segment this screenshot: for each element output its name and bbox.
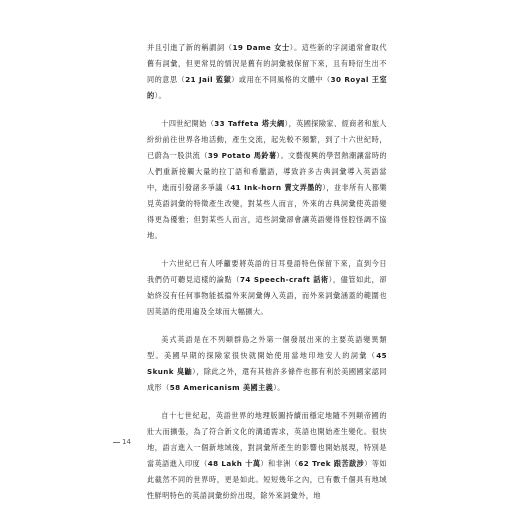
page-footer: [113, 438, 131, 446]
text-run: 自十七世紀起，英語世界的地理版圖持續而穩定地隨不列顛帝國的壯大而擴張，為了符合新文化的溝通需求，英語也開始產生變化。很快地，語言進入一個新地域後，對詞彙所產生的影響也開始展現，特別是當英語進入印度（: [147, 411, 387, 468]
text-run: ），儘管如此，卻始終沒有任何事物能抵擋外來詞彙傳入英語，而外來詞彙涵蓋的範圍也因英語的使用遍及全球而大幅擴大。: [147, 275, 387, 316]
paragraph: [147, 256, 387, 320]
entry-reference: 33 Taffeta 塔夫綢: [214, 119, 285, 128]
text-run: ）。: [154, 91, 167, 100]
entry-reference: 19 Dame 女士: [232, 43, 290, 52]
text-run: 十四世紀開始（: [161, 119, 215, 128]
entry-reference: 21 Jail 監獄: [185, 75, 232, 84]
entry-reference: 41 Ink-horn 賣文弄墨的: [230, 183, 323, 192]
entry-reference: 45 Skunk 臭鼬: [147, 351, 387, 376]
entry-reference: 58 Americanism 美國主義: [169, 383, 274, 392]
page-number: 14: [122, 438, 131, 446]
entry-reference: 48 Lakh 十萬: [207, 459, 261, 468]
text-run: ）和非洲（: [260, 459, 299, 468]
entry-reference: 74 Speech-craft 話術: [239, 275, 329, 284]
paragraph: [147, 40, 387, 104]
text-run: ）或用在不同風格的文體中（: [231, 75, 331, 84]
text-run: ），並非所有人都樂見英語詞彙的特徵產生改變，對某些人而言，外來的古典詞彙使英語變得更為優雅；但對某些人而言，這些詞彙卻會讓英語變得怪腔怪調不協地。: [147, 183, 387, 240]
paragraph: [147, 332, 387, 396]
text-run: 美式英語是在不列顛群島之外第一個發展出來的主要英語變異類型。美國早期的探險家很快就開始使用當地印地安人的詞彙（: [147, 335, 387, 360]
text-run: ）等如此截然不同的世界時，更是如此。短短幾年之內，已有數千個具有地域性鮮明特色的英語詞彙紛紛出現，除外來詞彙外，地: [147, 459, 387, 500]
text-run: ），除此之外，還有其他許多條件也都有利於美國國家認同成形（: [147, 367, 387, 392]
text-run: ），英國探險家、經商者和旅人紛紛前往世界各地活動，產生交流，起先較不頻繁，到了十六世紀時，已蔚為一股洪流（: [147, 119, 387, 160]
entry-reference: 62 Trek 跟苦跋涉: [298, 459, 365, 468]
text-run: 并且引進了新的稱謂詞（: [147, 43, 233, 52]
entry-reference: 39 Potato 馬鈴薯: [207, 151, 277, 160]
text-run: ）。文藝復興的學習熱潮讓當時的人們重新接觸大量的拉丁語和希臘語，導致許多古典詞彙導入英語當中，進而引發諸多爭議（: [147, 151, 387, 192]
text-run: 十六世紀已有人呼籲要將英語的日耳曼語特色保留下來，直到今日我們仍可聽見這樣的論點（: [147, 259, 387, 284]
entry-reference: 30 Royal 王室的: [147, 75, 387, 100]
paragraph: [147, 408, 387, 504]
paragraph: [147, 116, 387, 244]
footer-rule: [113, 442, 120, 443]
text-run: ）。: [273, 383, 285, 392]
text-run: ）。這些新的字詞通常會取代舊有詞彙，但更常見的情況是舊有的詞彙被保留下來，且有時衍生出不同的意思（: [147, 43, 387, 84]
body-text: [147, 40, 387, 516]
